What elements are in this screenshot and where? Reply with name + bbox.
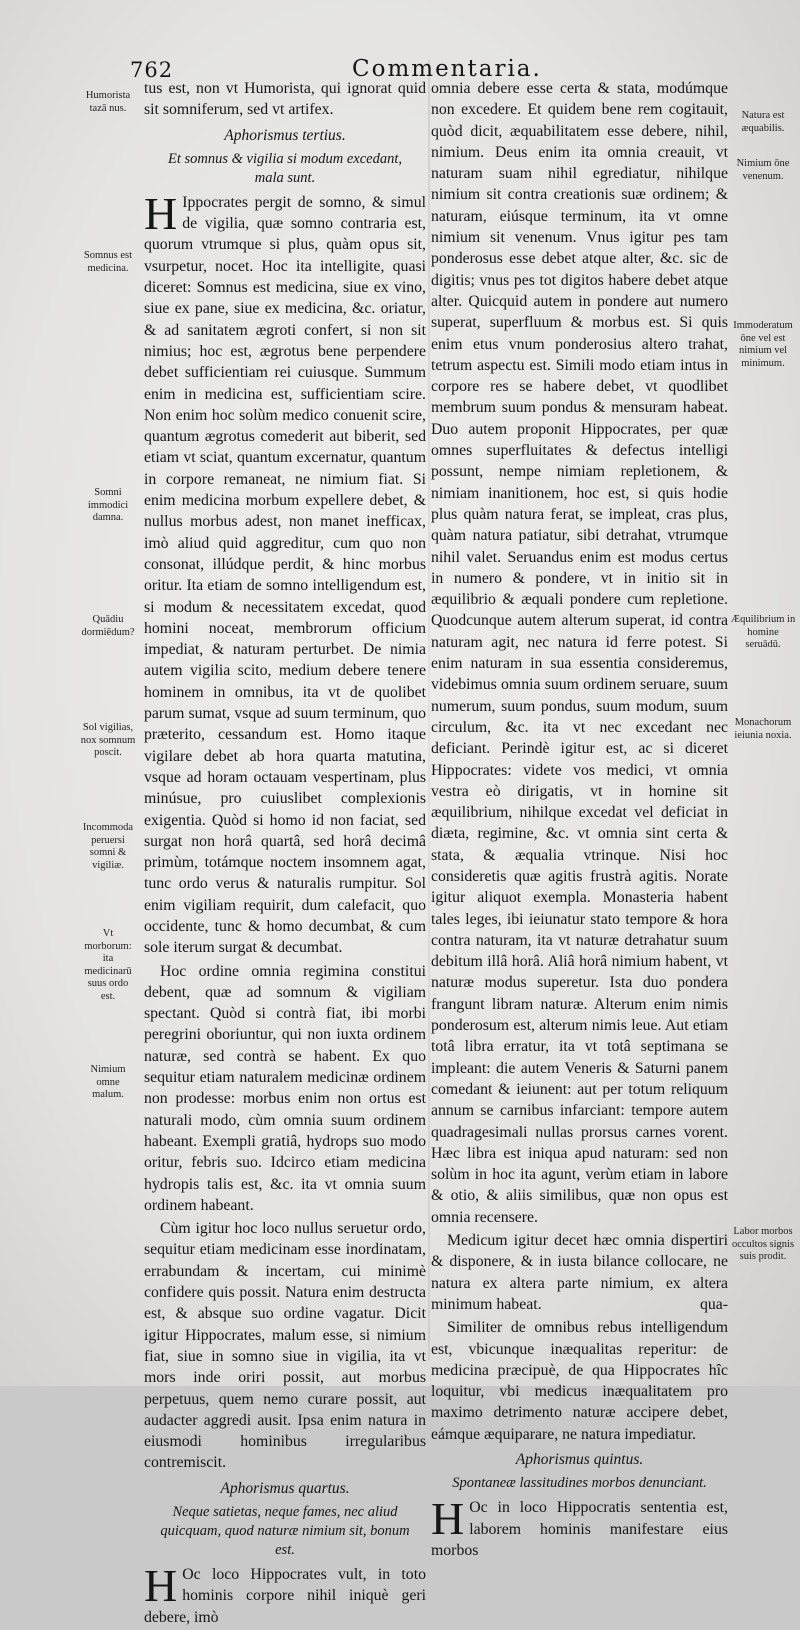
margin-note: Labor morbos occultos signis suis prodit. (731, 1226, 795, 1262)
gutter-shadow (428, 60, 430, 1360)
running-head: Commentaria. (352, 56, 542, 82)
aphorism-text: Spontaneæ lassitudines morbos denunciant. (452, 1475, 707, 1492)
paragraph-with-dropcap (431, 1493, 728, 1561)
paragraph: Medicum igitur decet hæc omnia dispertiri & disponere, & in iusta bilance collocare, ne natura ex altera parte nimium, ex altera minimum habeat. (431, 1232, 728, 1313)
aphorism-heading: Aphorismus quartus. (220, 1479, 350, 1497)
aphorism-heading: Aphorismus quintus. (515, 1451, 644, 1468)
drop-capital: H (144, 187, 178, 239)
paragraph-text: Oc loco Hippocrates vult, in toto hominis corpore nihil iniquè geri debere, imò (144, 1566, 426, 1626)
margin-note: Somni immodici damna. (87, 487, 129, 523)
catchword: qua- (700, 1296, 729, 1313)
drop-capital: H (431, 1493, 465, 1545)
margin-note: Incommoda peruersi somni & vigiliæ. (82, 822, 134, 871)
aphorism-text: Et somnus & vigilia si modum excedant, mala sunt. (168, 150, 402, 186)
margin-note: Humorista tazā nus. (85, 90, 131, 114)
right-text-column (431, 78, 728, 1563)
aphorism-text: Neque satietas, neque fames, nec aliud quicquam, quod naturæ nimium sit, bonum est. (160, 1504, 410, 1558)
margin-note: Nimium ōne venenum. (736, 158, 790, 182)
paragraph: omnia debere esse certa & stata, modúmque non excedere. Et quidem bene rem cogitauit, quòd dicit, æquabilitatem esse debere, nihil, nimium. Deus enim ita omnia creauit, vt naturam suam nihil egrediatur, nihilque nimium sit contra creationis suæ ordinem; & naturam, eiúsque terminum, ita vt omne nimium sit venenum. Vnus igitur pes tam ponderosus esse debet atque alter, &c. sic de digitis; vnus pes tot digitos habere debet atque alter. Quicquid autem in pondere aut numero superat, superfluum & morbus est. Si quis enim etus vnum ponderosius altero trahat, tetrum aspectu est. Simili modo etiam intus in corpore res se habere debet, vt quodlibet membrum suum pondus & mensuram habeat. Duo autem proponit Hippocrates, per quæ omnes superfluitates & defectus intelligi possunt, nempe nimiam repletionem, & nimiam inanitionem, hoc est, si quis hodie plus quàm natura ferat, se impleat, cras plus, quàm natura patiatur, sibi detrahat, vtrumque nihil valet. Seruandus enim est modus certus in numero & pondere, vt in initio sit in æquilibrio & æquali pondere cum repletione. Quodcunque autem alterum superat, id contra naturam agit, nec natura id ferre potest. Si enim naturam in sua essentia consideremus, videbimus omnia suum ordinem seruare, suum numerum, suum pondus, suum modum, suum circulum, &c. ita vt nec excedant nec deficiant. Perindè igitur est, ac si diceret Hippocrates: videte vos medici, vt omnia vestra eò dirigatis, vt in homine sit æquilibrium, nihilque excedat vel deficiat in diæta, regimine, &c. vt omnia sint certa & stata, & æqualia vtrinque. Nisi hoc consideretis quæ agitis frustrà agitis. Norate igitur aliquot exempla. Monasteria habent tales leges, ibi ieiunatur stato tempore & hora contra naturam, ita vt naturæ detrahatur suum debitum illâ horâ. Aliâ horâ nimium habent, vt naturæ modus superetur. Ista duo pondera frangunt libram naturæ. Alterum enim nimis ponderosum est, alterum nimis leue. Aut etiam totâ libra erratur, ita vt totâ septimana se impleant: die autem Veneris & Saturni panem comedant & ieiunent: aut per totum reliquum annum se carnibus infarciant: tempore autem quadragesimali nullas prorsus carnes vorent. Hæc libra est iniqua apud naturam: sed non solùm in hoc ita agunt, verùm etiam in labore & otio, & aliis similibus, quæ non opus est omnia recensere. (431, 80, 728, 1226)
paragraph: Cùm igitur hoc loco nullus seruetur ordo, sequitur etiam medicinam esse inordinatam, errabundam & incertam, cui minimè confidere quis possit. Natura enim destructa est, & absque suo ordine vagatur. Dicit igitur Hippocrates, malum esse, si nimium fiat, siue in somno siue in vigilia, ita vt mors inde oriri possit, aut morbus perpetuus, quem nemo curare possit, aut audacter aggredi ausit. Ipsa enim natura in eiusmodi hominibus irregularibus contremiscit. (144, 1220, 426, 1472)
margin-note: Vt morborum: ita medicinarū suus ordo est. (84, 928, 132, 1002)
margin-note: Nimium omne malum. (90, 1064, 126, 1100)
margin-note: Sol vigilias, nox somnum poscit. (80, 722, 136, 758)
margin-note: Somnus est medicina. (83, 250, 133, 274)
drop-capital: H (144, 1560, 178, 1611)
paragraph-with-dropcap (144, 187, 426, 959)
paragraph: Similiter de omnibus rebus intelligendum est, vbicunque inæqualitas reperitur: de medicina præcipuè, de qua Hippocrates hîc loquitur, vbi medicus inæqualitatem pro maximo detrimento naturæ accipere debet, eámque æquiparare, ne natura impediatur. (431, 1319, 728, 1443)
paragraph: tus est, non vt Humorista, qui ignorat quid sit somniferum, sed vt artifex. (144, 80, 426, 119)
paragraph-text: Oc in loco Hippocratis sententia est, laborem hominis manifestare eius morbos (431, 1499, 728, 1559)
margin-note: Monachorum ieiunia noxia. (734, 717, 792, 741)
paragraph-with-dropcap (144, 1560, 426, 1628)
aphorism-heading: Aphorismus tertius. (224, 126, 346, 144)
margin-note: Immoderatum ōne vel est nimium vel minimum. (733, 320, 793, 369)
left-text-column (144, 78, 426, 1630)
margin-note: Natura est æquabilis. (741, 110, 785, 134)
page-number: 762 (130, 58, 174, 82)
margin-note: Quādiu dormiēdum? (81, 614, 135, 638)
margin-note: Æquilibrium in homine seruādū. (730, 614, 796, 650)
paragraph: Hoc ordine omnia regimina constitui debent, quæ ad somnum & vigiliam spectant. Quòd si contrà fiat, ibi morbi peregrini oboriuntur, qui non iuxta ordinem naturæ, sed contrà se habent. Ex quo sequitur etiam naturalem medicinæ ordinem non prodesse: morbus enim non ortus est naturali modo, cùm omnia suum ordinem habeant. Exempli gratiâ, hydrops suo modo oritur, febris suo. Idcirco etiam medicina hydropis talis est, &c. ita vt omnia suum ordinem habeant. (144, 962, 426, 1214)
paragraph-text: Ippocrates pergit de somno, & simul de vigilia, quæ somno contraria est, quorum vtrumque si plus, quàm opus sit, vsurpetur, nocet. Hoc ita intelligite, quasi diceret: Somnus est medicina, siue ex vino, siue ex pane, siue ex medicina, &c. oriatur, & ad sanitatem ægroti confert, si non sit nimius; hoc est, ægrotus bene perpendere debet sufficientiam rei cuiusque. Summum enim in medicina est, sufficientiam scire. Non enim hoc solùm medico conuenit scire, quantum ægrotus comederit aut biberit, sed etiam vt sciat, quantum excernatur, quantum in corpore remaneat, ne nimium fiat. Si enim medicina morbum expellere debet, & nullus morbus adest, non manet inefficax, imò aliud quid aggreditur, cum quo non consonat, illúdque perdit, & hinc morbus oritur. Ita etiam de somno intelligendum est, si modum & necessitatem excedat, quod homini noceat, membrorum officium impediat, & naturam perturbet. De nimia autem vigilia scito, medium debere tenere hominem in omnibus, ita vt de quolibet parum sumat, vsque ad suum terminum, quo præterito, cessandum est. Homo itaque vigilare debet ab hora quarta matutina, vsque ad horam octauam vespertinam, plus minúsue, pro cuiuslibet complexionis exigentia. Quòd si homo id non faciat, sed surgat non horâ quartâ, sed horâ decimâ primùm, totámque noctem insomnem agat, tunc ordo verus & naturalis rumpitur. Sol enim vigiliam requirit, dum calefacit, quo occidente, tunc & homo decumbat, & cum sole iterum surgat & decumbat. (144, 193, 426, 957)
